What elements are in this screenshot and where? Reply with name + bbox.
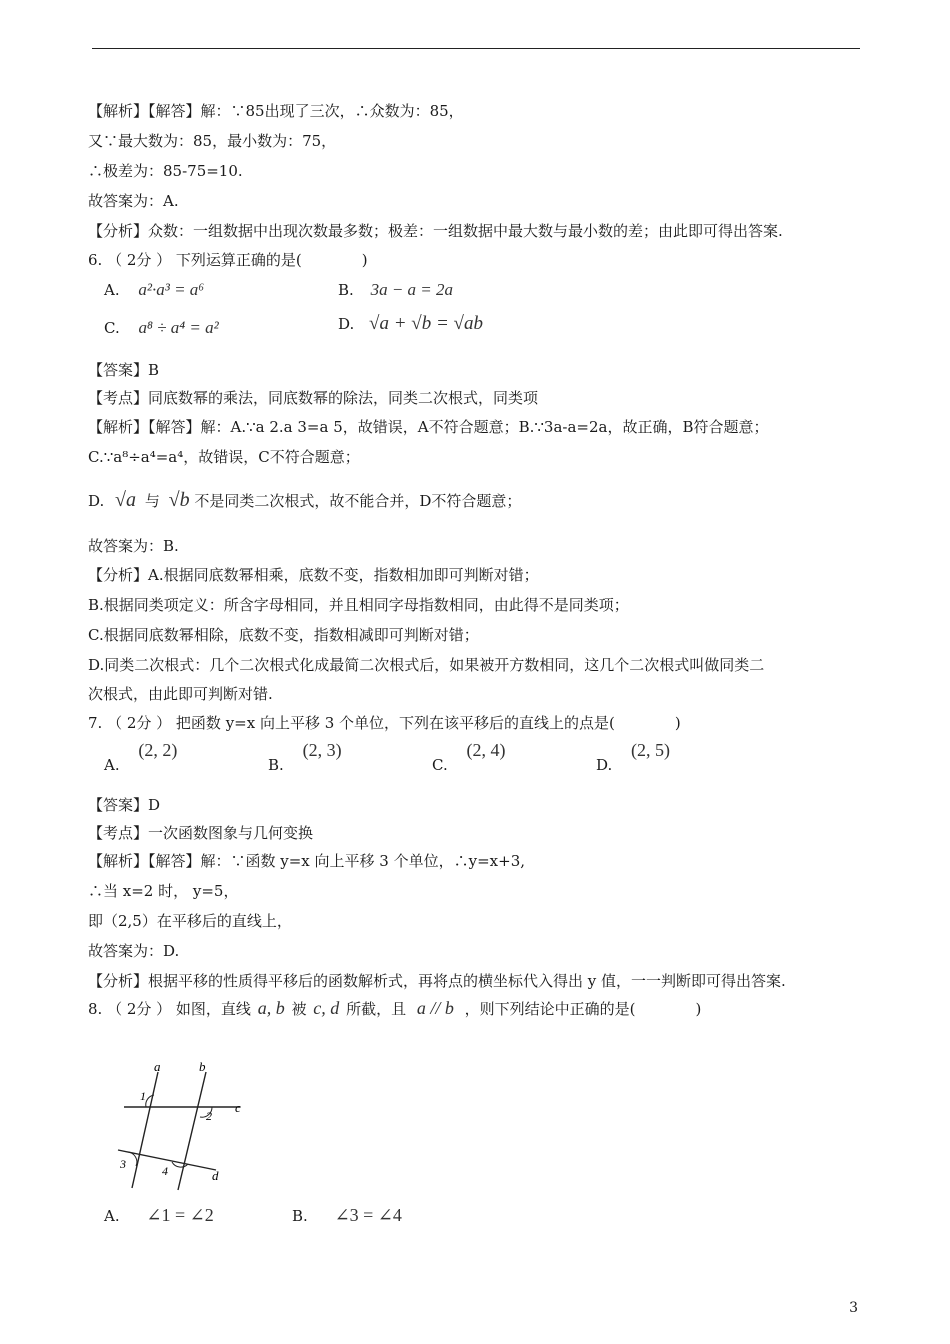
q7-option-a-label: A. bbox=[104, 756, 120, 774]
q6-option-c[interactable] bbox=[104, 318, 219, 338]
label-4: 4 bbox=[162, 1164, 168, 1178]
q6-option-b-expr: 3a − a = 2a bbox=[370, 280, 454, 299]
q8-stem-post: ，则下列结论中正确的是( ) bbox=[464, 1000, 702, 1018]
q6-answer: 【答案】B bbox=[88, 361, 160, 379]
q8-figure bbox=[110, 1060, 260, 1200]
q5-fenxi: 【分析】众数：一组数据中出现次数最多数；极差：一组数据中最大数与最小数的差；由此即可得出答案. bbox=[88, 222, 783, 240]
q8-stem-bei: 被 bbox=[291, 1000, 307, 1018]
q6-option-d[interactable] bbox=[338, 314, 483, 334]
q7-answer: 【答案】D bbox=[88, 796, 161, 814]
q7-option-b[interactable] bbox=[268, 740, 342, 774]
q6-sqrt-a: √a bbox=[115, 489, 137, 511]
q7-option-d[interactable] bbox=[596, 740, 671, 774]
q8-option-a-label: A. bbox=[104, 1207, 120, 1225]
q5-jiexi-line-2: 又∵最大数为：85，最小数为：75， bbox=[88, 132, 337, 150]
q6-fenxi-2: B.根据同类项定义：所含字母相同，并且相同字母指数相同，由此得不是同类项； bbox=[88, 596, 629, 614]
q6-jiexi-yu: 与 bbox=[144, 492, 160, 510]
q8-stem bbox=[88, 998, 701, 1019]
q6-final-answer: 故答案为：B. bbox=[88, 537, 179, 555]
page-number: 3 bbox=[849, 1300, 858, 1316]
q6-jiexi-line-2: C.∵a⁸÷a⁴=a⁴，故错误，C不符合题意； bbox=[88, 448, 360, 466]
line-b bbox=[178, 1072, 206, 1190]
q6-option-a[interactable] bbox=[104, 280, 204, 300]
q7-option-a[interactable] bbox=[104, 740, 178, 774]
q8-parallel: a // b bbox=[416, 998, 454, 1018]
q6-jiexi-line-3 bbox=[88, 490, 521, 511]
q7-option-a-point: (2, 2) bbox=[138, 740, 178, 760]
q8-stem-prefix: 8. （ 2分 ） 如图，直线 bbox=[88, 1000, 251, 1018]
q7-option-c-label: C. bbox=[432, 756, 448, 774]
q6-fenxi-3: C.根据同底数幂相除，底数不变，指数相减即可判断对错； bbox=[88, 626, 479, 644]
q8-lines-ab: a, b bbox=[257, 998, 285, 1018]
q7-kaodian: 【考点】一次函数图象与几何变换 bbox=[88, 824, 314, 842]
q6-option-b-label: B. bbox=[338, 281, 354, 299]
q6-option-a-label: A. bbox=[104, 281, 120, 299]
q8-option-a[interactable] bbox=[104, 1205, 214, 1226]
q6-kaodian: 【考点】同底数幂的乘法，同底数幂的除法，同类二次根式，同类项 bbox=[88, 389, 539, 407]
q7-option-c-point: (2, 4) bbox=[466, 740, 506, 760]
q8-lines-cd: c, d bbox=[313, 998, 340, 1018]
q5-final-answer: 故答案为：A. bbox=[88, 192, 179, 210]
q8-option-b-expr: ∠3 = ∠4 bbox=[334, 1205, 402, 1225]
q5-jiexi-line-3: ∴极差为：85-75=10. bbox=[88, 162, 243, 180]
q7-fenxi: 【分析】根据平移的性质得平移后的函数解析式，再将点的横坐标代入得出 y 值，一一判断即可得出答案. bbox=[88, 972, 786, 990]
label-3: 3 bbox=[120, 1157, 126, 1171]
q7-final-answer: 故答案为：D. bbox=[88, 942, 180, 960]
q7-option-c[interactable] bbox=[432, 740, 506, 774]
label-2: 2 bbox=[206, 1109, 212, 1123]
q6-fenxi-1: 【分析】A.根据同底数幂相乘，底数不变，指数相加即可判断对错； bbox=[88, 566, 539, 584]
label-d: d bbox=[212, 1168, 219, 1183]
q7-jiexi-line-2: ∴当 x=2 时， y=5， bbox=[88, 882, 239, 900]
q7-option-b-label: B. bbox=[268, 756, 284, 774]
q6-option-d-label: D. bbox=[338, 315, 355, 333]
q6-jiexi-line-1: 【解析】【解答】解：A.∵a 2.a 3=a 5，故错误，A不符合题意；B.∵3a-a=2a，故正确，B符合题意； bbox=[88, 418, 769, 436]
label-1: 1 bbox=[140, 1089, 146, 1103]
q8-stem-suojie: 所截，且 bbox=[346, 1000, 407, 1018]
q6-option-b[interactable] bbox=[338, 280, 453, 300]
label-c: c bbox=[235, 1100, 241, 1115]
q5-jiexi-line-1: 【解析】【解答】解：∵85出现了三次，∴众数为：85， bbox=[88, 102, 464, 120]
q7-stem: 7. （ 2分 ） 把函数 y=x 向上平移 3 个单位，下列在该平移后的直线上的点是( ) bbox=[88, 714, 681, 732]
q7-jiexi-line-1: 【解析】【解答】解：∵函数 y=x 向上平移 3 个单位，∴y=x+3, bbox=[88, 852, 526, 870]
q6-option-a-expr: a²·a³ = a⁶ bbox=[138, 280, 205, 299]
q6-fenxi-4: D.同类二次根式：几个二次根式化成最简二次根式后，如果被开方数相同，这几个二次根式叫做同类二 bbox=[88, 656, 765, 674]
q8-option-b-label: B. bbox=[292, 1207, 308, 1225]
q8-option-b[interactable] bbox=[292, 1205, 402, 1226]
q6-option-d-expr: √a + √b = √ab bbox=[369, 313, 483, 334]
q7-option-d-label: D. bbox=[596, 756, 613, 774]
q6-jiexi-d-prefix: D. bbox=[88, 492, 105, 510]
q7-option-d-point: (2, 5) bbox=[631, 740, 671, 760]
q6-jiexi-d-text: 不是同类二次根式，故不能合并，D不符合题意； bbox=[194, 492, 522, 510]
q6-fenxi-5: 次根式，由此即可判断对错. bbox=[88, 685, 273, 703]
q6-option-c-expr: a⁸ ÷ a⁴ = a² bbox=[138, 318, 219, 337]
q6-sqrt-b: √b bbox=[168, 489, 190, 511]
q8-option-a-expr: ∠1 = ∠2 bbox=[146, 1205, 214, 1225]
q6-option-c-label: C. bbox=[104, 319, 120, 337]
q7-option-b-point: (2, 3) bbox=[302, 740, 342, 760]
label-a: a bbox=[154, 1060, 161, 1074]
label-b: b bbox=[199, 1060, 206, 1074]
header-rule bbox=[92, 48, 860, 49]
q7-jiexi-line-3: 即（2,5）在平移后的直线上， bbox=[88, 912, 292, 930]
q6-stem: 6. （ 2分 ） 下列运算正确的是( ) bbox=[88, 251, 368, 269]
